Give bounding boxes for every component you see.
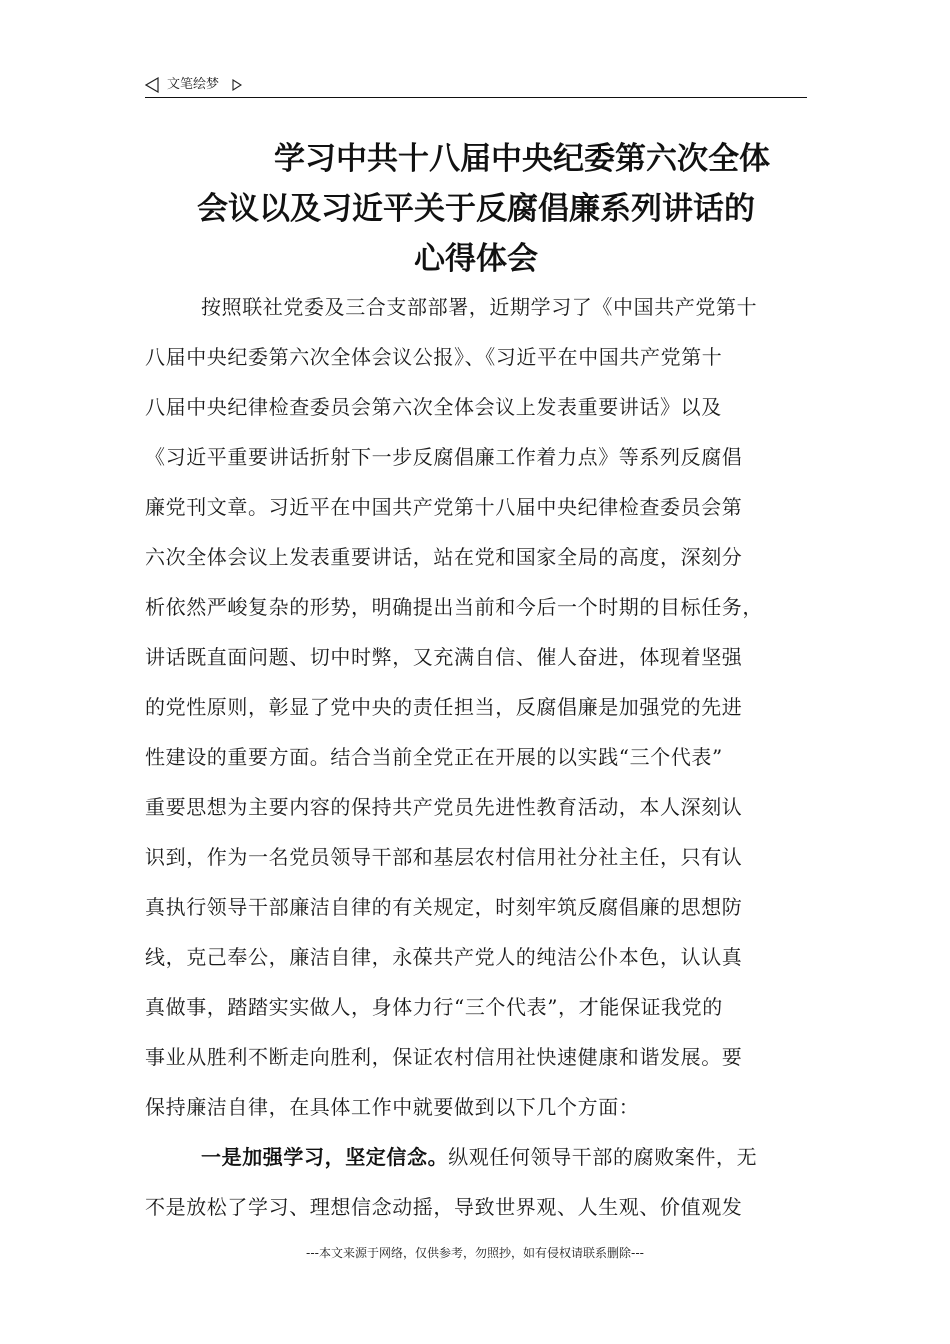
triangle-left-icon [145,77,159,93]
body-line: 八届中央纪委第六次全体会议公报》、《习近平在中国共产党第十 [145,345,723,369]
body-line: 重要思想为主要内容的保持共产党员先进性教育活动，本人深刻认 [145,795,743,819]
body-line: 真执行领导干部廉洁自律的有关规定，时刻牢筑反腐倡廉的思想防 [145,895,743,919]
body-line: 析依然严峻复杂的形势，明确提出当前和今后一个时期的目标任务， [145,595,763,619]
body-line: 不是放松了学习、理想信念动摇，导致世界观、人生观、价值观发 [145,1195,743,1219]
document-body [145,282,807,1232]
body-line: 六次全体会议上发表重要讲话，站在党和国家全局的高度，深刻分 [145,545,743,569]
point-one-heading: 一是加强学习，坚定信念。 [201,1145,449,1169]
title-line: 会议以及习近平关于反腐倡廉系列讲话的 [197,191,755,227]
body-line: 的党性原则，彰显了党中央的责任担当，反腐倡廉是加强党的先进 [145,695,743,719]
body-line: 识到，作为一名党员领导干部和基层农村信用社分社主任，只有认 [145,845,743,869]
body-line: 廉党刊文章。习近平在中国共产党第十八届中央纪律检查委员会第 [145,495,743,519]
brand-text: 文笔绘梦 [167,77,220,92]
point-one-line [145,1132,807,1182]
body-line: 事业从胜利不断走向胜利，保证农村信用社快速健康和谐发展。要 [145,1045,743,1069]
body-line: 性建设的重要方面。结合当前全党正在开展的以实践“三个代表” [145,745,723,769]
document-title [145,134,807,284]
body-line: 八届中央纪律检查委员会第六次全体会议上发表重要讲话》以及 [145,395,722,419]
title-line: 学习中共十八届中央纪委第六次全体 [274,141,770,177]
body-line: 讲话既直面问题、切中时弊，又充满自信、催人奋进，体现着坚强 [145,645,743,669]
title-line: 心得体会 [414,241,538,277]
body-line: 真做事，踏踏实实做人，身体力行“三个代表”，才能保证我党的 [145,995,723,1019]
page-header [145,74,807,96]
body-line: 《习近平重要讲话折射下一步反腐倡廉工作着力点》等系列反腐倡 [145,445,743,469]
triangle-right-icon [232,79,242,91]
body-line: 保持廉洁自律，在具体工作中就要做到以下几个方面： [145,1095,640,1119]
page-footer: ---本文来源于网络，仅供参考，勿照抄，如有侵权请联系删除--- [306,1246,644,1260]
point-one-text: 纵观任何领导干部的腐败案件，无 [448,1145,758,1169]
body-line: 线，克己奉公，廉洁自律，永葆共产党人的纯洁公仆本色，认认真 [145,945,743,969]
header-rule [145,97,807,98]
body-line: 按照联社党委及三合支部部署，近期学习了《中国共产党第十 [201,295,758,319]
